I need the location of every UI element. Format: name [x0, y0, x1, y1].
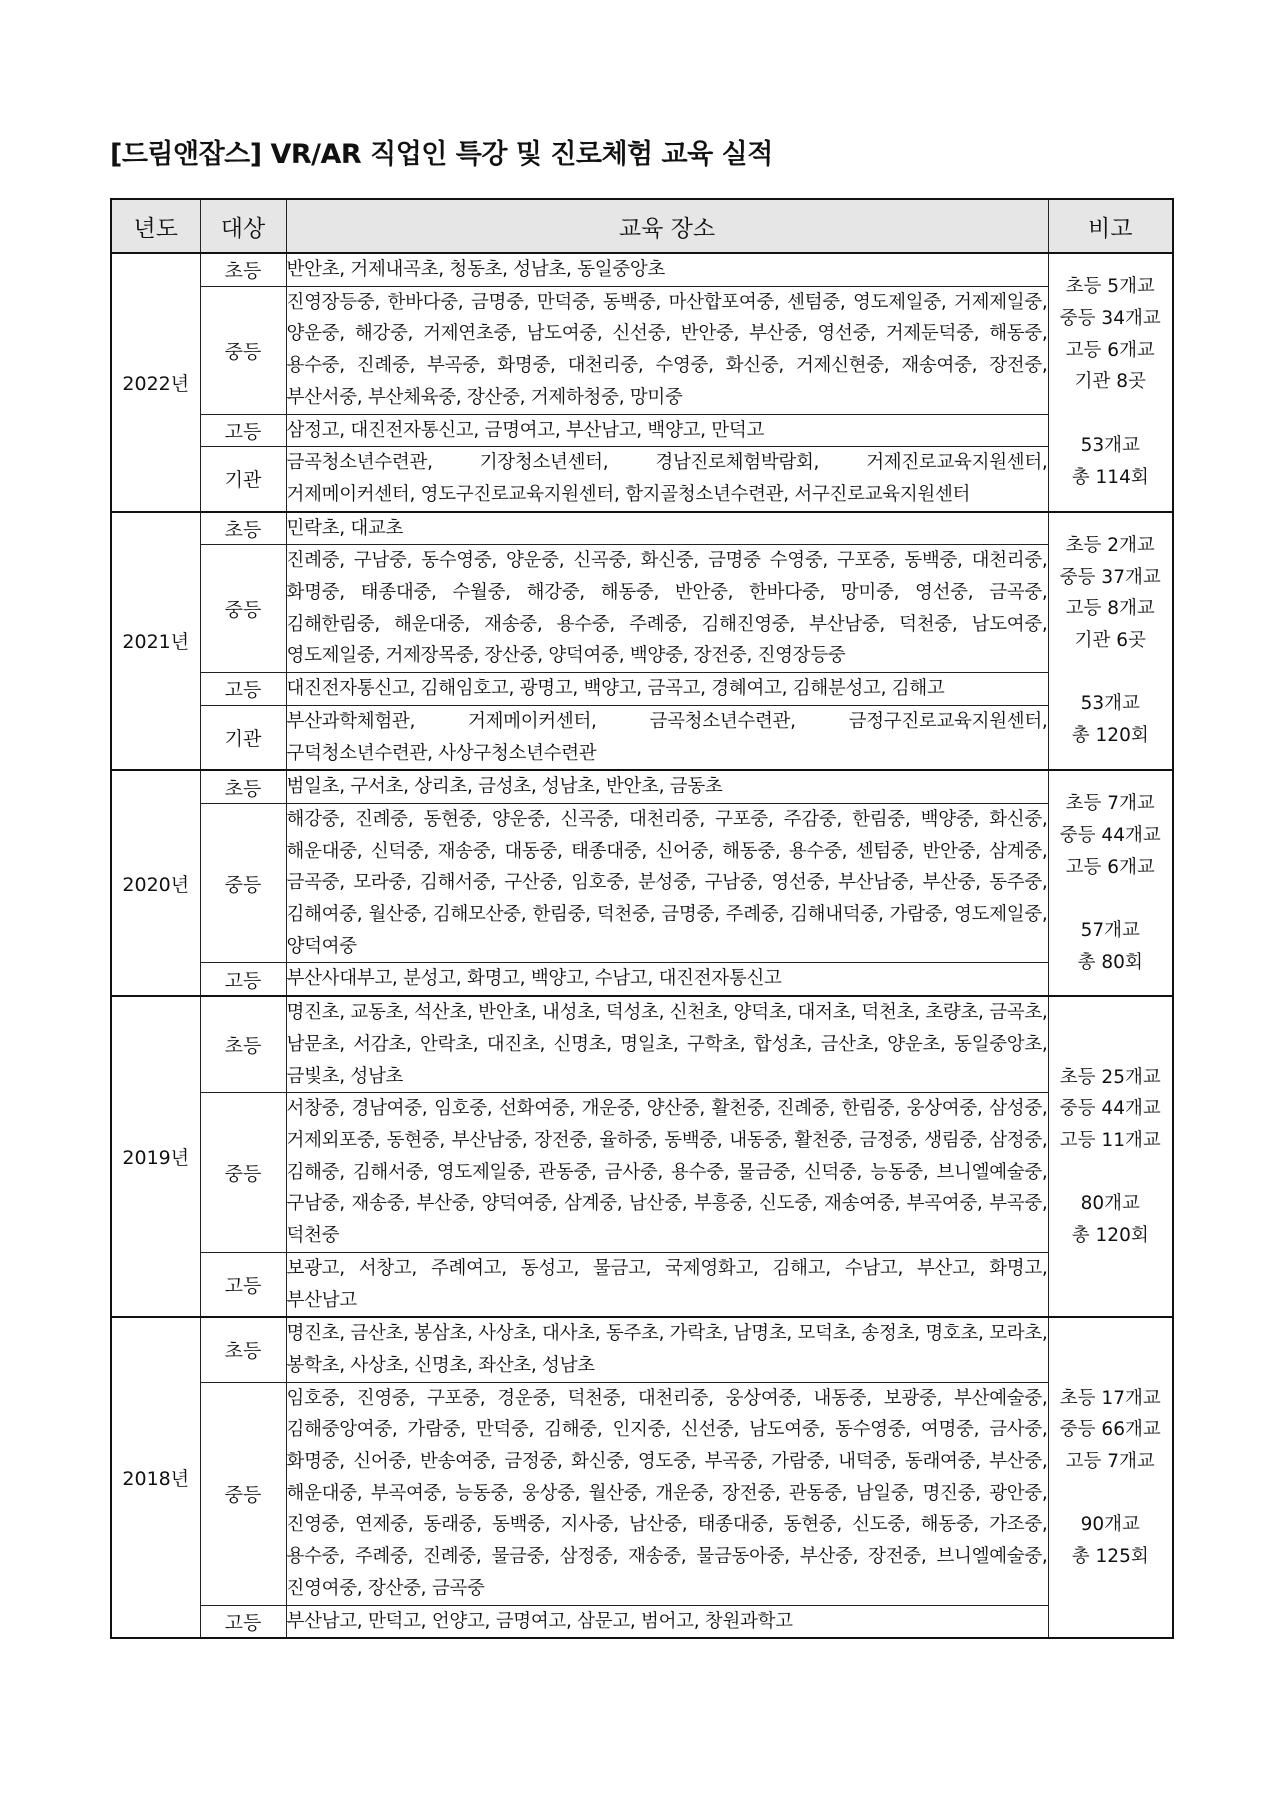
header-place: 교육 장소	[286, 199, 1048, 253]
note-line: 57개교	[1080, 919, 1140, 941]
note-line: 초등 25개교	[1059, 1066, 1161, 1088]
note-line: 53개교	[1080, 434, 1140, 456]
level-cell: 기관	[200, 705, 286, 770]
level-cell: 중등	[200, 286, 286, 414]
level-cell: 중등	[200, 545, 286, 673]
note-line: 고등 11개교	[1059, 1129, 1161, 1151]
level-cell: 중등	[200, 1382, 286, 1605]
note-line: 기관 8곳	[1074, 371, 1146, 393]
note-line: 중등 44개교	[1059, 824, 1161, 846]
note-line: 기관 6곳	[1074, 630, 1146, 652]
level-cell: 고등	[200, 963, 286, 996]
note-line: 총 120회	[1071, 1225, 1149, 1247]
note-line: 초등 7개교	[1065, 793, 1155, 815]
header-row	[111, 199, 1173, 253]
note-line: 중등 44개교	[1059, 1098, 1161, 1120]
note-line: 중등 34개교	[1059, 308, 1161, 330]
table-row	[111, 447, 1173, 512]
level-cell: 중등	[200, 1093, 286, 1253]
note-counts	[1049, 530, 1173, 657]
note-cell	[1048, 770, 1173, 996]
note-line: 80개교	[1080, 1193, 1140, 1215]
page-title: [드림앤잡스] VR/AR 직업인 특강 및 진로체험 교육 실적	[110, 139, 773, 170]
places-cell: 반안초, 거제내곡초, 청동초, 성남초, 동일중앙초	[286, 253, 1048, 286]
header-year: 년도	[111, 199, 200, 253]
year-cell: 2019년	[111, 996, 200, 1317]
level-cell: 고등	[200, 673, 286, 706]
note-cell	[1048, 253, 1173, 512]
header-target: 대상	[200, 199, 286, 253]
places-cell: 부산남고, 만덕고, 언양고, 금명여고, 삼문고, 범어고, 창원과학고	[286, 1605, 1048, 1638]
table-row	[111, 286, 1173, 414]
note-totals	[1049, 430, 1173, 493]
table-row	[111, 803, 1173, 963]
note-line: 중등 37개교	[1059, 566, 1161, 588]
note-line: 초등 5개교	[1065, 276, 1155, 298]
table-row	[111, 673, 1173, 706]
note-cell	[1048, 1317, 1173, 1638]
note-line: 고등 6개교	[1065, 856, 1155, 878]
level-cell: 고등	[200, 1605, 286, 1638]
table-row	[111, 705, 1173, 770]
header-note: 비고	[1048, 199, 1173, 253]
note-counts	[1049, 788, 1173, 883]
year-cell: 2018년	[111, 1317, 200, 1638]
note-line: 90개교	[1080, 1514, 1140, 1536]
note-counts	[1049, 1383, 1173, 1478]
places-cell: 명진초, 교동초, 석산초, 반안초, 내성초, 덕성초, 신천초, 양덕초, 대저초, 덕천초, 초량초, 금곡초, 남문초, 서감초, 안락초, 대진초, 신명초, 명일초, 구학초, 합성초, 금산초, 양운초, 동일중앙초, 금빛초, 성남초	[286, 996, 1048, 1093]
level-cell: 초등	[200, 770, 286, 803]
note-line: 총 120회	[1071, 725, 1149, 747]
note-line: 총 114회	[1071, 466, 1149, 488]
table-row	[111, 414, 1173, 447]
places-cell: 보광고, 서창고, 주례여고, 동성고, 물금고, 국제영화고, 김해고, 수남고, 부산고, 화명고, 부산남고	[286, 1252, 1048, 1317]
note-cell	[1048, 996, 1173, 1317]
table-row	[111, 996, 1173, 1093]
level-cell: 기관	[200, 447, 286, 512]
places-cell: 삼정고, 대진전자통신고, 금명여고, 부산남고, 백양고, 만덕고	[286, 414, 1048, 447]
table-row	[111, 1252, 1173, 1317]
places-cell: 부산사대부고, 분성고, 화명고, 백양고, 수남고, 대진전자통신고	[286, 963, 1048, 996]
note-cell	[1048, 512, 1173, 771]
places-cell: 부산과학체험관, 거제메이커센터, 금곡청소년수련관, 금정구진로교육지원센터, 구덕청소년수련관, 사상구청소년수련관	[286, 705, 1048, 770]
level-cell: 초등	[200, 1317, 286, 1382]
note-line: 53개교	[1080, 693, 1140, 715]
level-cell: 고등	[200, 1252, 286, 1317]
level-cell: 고등	[200, 414, 286, 447]
note-totals	[1049, 1188, 1173, 1251]
level-cell: 초등	[200, 512, 286, 545]
note-line: 고등 8개교	[1065, 598, 1155, 620]
places-cell: 임호중, 진영중, 구포중, 경운중, 덕천중, 대천리중, 웅상여중, 내동중, 보광중, 부산예술중, 김해중앙여중, 가람중, 만덕중, 김해중, 인지중, 신선중, 남도여중, 동수영중, 여명중, 금사중, 화명중, 신어중, 반송여중, 금정중, 화신중, 영도중, 부곡중, 가람중, 내덕중, 동래여중, 부산중, 해운대중, 부곡여중, 능동중, 웅상중, 월산중, 개운중, 장전중, 관동중, 남일중, 명진중, 광안중, 진영중, 연제중, 동래중, 동백중, 지사중, 남산중, 태종대중, 동현중, 신도중, 해동중, 가조중, 용수중, 주례중, 진례중, 물금중, 삼정중, 재송중, 물금동아중, 부산중, 장전중, 브니엘예술중, 진영여중, 장산중, 금곡중	[286, 1382, 1048, 1605]
places-cell: 진례중, 구남중, 동수영중, 양운중, 신곡중, 화신중, 금명중 수영중, 구포중, 동백중, 대천리중, 화명중, 태종대중, 수월중, 해강중, 해동중, 반안중, 한바다중, 망미중, 영선중, 금곡중, 김해한림중, 해운대중, 재송중, 용수중, 주례중, 김해진영중, 부산남중, 덕천중, 남도여중, 영도제일중, 거제장목중, 장산중, 양덕여중, 백양중, 장전중, 진영장등중	[286, 545, 1048, 673]
places-cell: 민락초, 대교초	[286, 512, 1048, 545]
places-cell: 진영장등중, 한바다중, 금명중, 만덕중, 동백중, 마산합포여중, 센텀중, 영도제일중, 거제제일중, 양운중, 해강중, 거제연초중, 남도여중, 신선중, 반안중, 부산중, 영선중, 거제둔덕중, 해동중, 용수중, 진례중, 부곡중, 화명중, 대천리중, 수영중, 화신중, 거제신현중, 재송여중, 장전중, 부산서중, 부산체육중, 장산중, 거제하청중, 망미중	[286, 286, 1048, 414]
note-totals	[1049, 688, 1173, 751]
note-line: 초등 17개교	[1059, 1387, 1161, 1409]
table-row	[111, 253, 1173, 286]
places-cell: 서창중, 경남여중, 임호중, 선화여중, 개운중, 양산중, 활천중, 진례중, 한림중, 웅상여중, 삼성중, 거제외포중, 동현중, 부산남중, 장전중, 율하중, 동백중, 내동중, 활천중, 금정중, 생림중, 삼정중, 김해중, 김해서중, 영도제일중, 관동중, 금사중, 용수중, 물금중, 신덕중, 능동중, 브니엘예술중, 구남중, 재송중, 부산중, 양덕여중, 삼계중, 남산중, 부흥중, 신도중, 재송여중, 부곡여중, 부곡중, 덕천중	[286, 1093, 1048, 1253]
table-row	[111, 963, 1173, 996]
year-cell: 2021년	[111, 512, 200, 771]
note-line: 총 80회	[1077, 951, 1143, 973]
table-row	[111, 1382, 1173, 1605]
year-cell: 2022년	[111, 253, 200, 512]
level-cell: 초등	[200, 253, 286, 286]
places-cell: 해강중, 진례중, 동현중, 양운중, 신곡중, 대천리중, 구포중, 주감중, 한림중, 백양중, 화신중, 해운대중, 신덕중, 재송중, 대동중, 태종대중, 신어중, 해동중, 용수중, 센텀중, 반안중, 삼계중, 금곡중, 모라중, 김해서중, 구산중, 임호중, 분성중, 구남중, 영선중, 부산남중, 부산중, 동주중, 김해여중, 월산중, 김해모산중, 한림중, 덕천중, 금명중, 주례중, 김해내덕중, 가람중, 영도제일중, 양덕여중	[286, 803, 1048, 963]
places-cell: 금곡청소년수련관, 기장청소년센터, 경남진로체험박람회, 거제진로교육지원센터, 거제메이커센터, 영도구진로교육지원센터, 함지골청소년수련관, 서구진로교육지원센터	[286, 447, 1048, 512]
table-row	[111, 770, 1173, 803]
note-line: 총 125회	[1071, 1546, 1149, 1568]
table-row	[111, 1317, 1173, 1382]
table-row	[111, 512, 1173, 545]
level-cell: 중등	[200, 803, 286, 963]
note-counts	[1049, 271, 1173, 398]
year-cell: 2020년	[111, 770, 200, 996]
table-row	[111, 545, 1173, 673]
note-line: 고등 7개교	[1065, 1451, 1155, 1473]
note-counts	[1049, 1062, 1173, 1157]
education-records-table	[110, 198, 1174, 1639]
note-line: 초등 2개교	[1065, 534, 1155, 556]
level-cell: 초등	[200, 996, 286, 1093]
places-cell: 대진전자통신고, 김해임호고, 광명고, 백양고, 금곡고, 경혜여고, 김해분성고, 김해고	[286, 673, 1048, 706]
table-row	[111, 1093, 1173, 1253]
places-cell: 명진초, 금산초, 봉삼초, 사상초, 대사초, 동주초, 가락초, 남명초, 모덕초, 송정초, 명호초, 모라초, 봉학초, 사상초, 신명초, 좌산초, 성남초	[286, 1317, 1048, 1382]
note-line: 중등 66개교	[1059, 1419, 1161, 1441]
note-totals	[1049, 1509, 1173, 1572]
note-totals	[1049, 915, 1173, 978]
note-line: 고등 6개교	[1065, 339, 1155, 361]
places-cell: 범일초, 구서초, 상리초, 금성초, 성남초, 반안초, 금동초	[286, 770, 1048, 803]
table-row	[111, 1605, 1173, 1638]
